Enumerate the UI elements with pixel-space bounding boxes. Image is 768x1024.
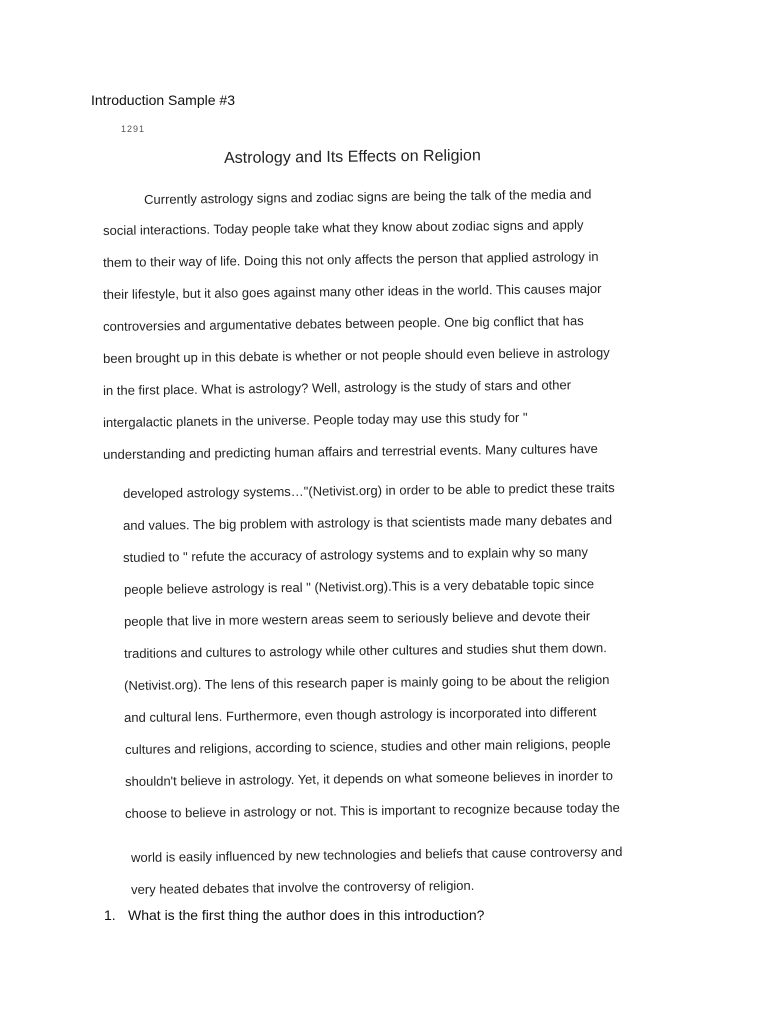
essay-line: understanding and predicting human affairs and terrestrial events. Many cultures have bbox=[103, 440, 598, 462]
essay-line: intergalactic planets in the universe. People today may use this study for " bbox=[103, 409, 528, 430]
question-text: What is the first thing the author does in this introduction? bbox=[128, 907, 485, 923]
essay-line: studied to " refute the accuracy of astrology systems and to explain why so many bbox=[123, 544, 589, 565]
essay-line: developed astrology systems…"(Netivist.org) in order to be able to predict these traits bbox=[123, 479, 615, 501]
essay-line: been brought up in this debate is whether or not people should even believe in astrology bbox=[103, 344, 610, 366]
essay-line: Currently astrology signs and zodiac signs are being the talk of the media and bbox=[144, 186, 592, 207]
essay-line: traditions and cultures to astrology while other cultures and studies shut them down. bbox=[124, 640, 607, 661]
essay-line: cultures and religions, according to science, studies and other main religions, people bbox=[125, 736, 611, 757]
essay-line: them to their way of life. Doing this not only affects the person that applied astrology in bbox=[103, 248, 599, 270]
essay-line: social interactions. Today people take what they know about zodiac signs and apply bbox=[103, 217, 584, 238]
essay-line: world is easily influenced by new technologies and beliefs that cause controversy and bbox=[131, 843, 623, 865]
essay-line: (Netivist.org). The lens of this research paper is mainly going to be about the religion bbox=[124, 672, 610, 693]
essay-line: in the first place. What is astrology? Well, astrology is the study of stars and other bbox=[103, 377, 572, 398]
essay-line: people that live in more western areas seem to seriously believe and devote their bbox=[124, 608, 591, 629]
essay-line: controversies and argumentative debates between people. One big conflict that has bbox=[103, 313, 584, 334]
question-item bbox=[104, 907, 484, 923]
page-number: 1291 bbox=[121, 124, 146, 132]
scanned-essay bbox=[100, 147, 660, 900]
essay-line: very heated debates that involve the controversy of religion. bbox=[131, 877, 475, 897]
essay-line: and values. The big problem with astrology is that scientists made many debates and bbox=[123, 512, 613, 533]
essay-line: choose to believe in astrology or not. This is important to recognize because today the bbox=[125, 799, 620, 821]
page-label: Introduction Sample #3 bbox=[91, 92, 235, 108]
essay-line: and cultural lens. Furthermore, even though astrology is incorporated into different bbox=[124, 704, 597, 725]
essay-line: shouldn't believe in astrology. Yet, it depends on what someone believes in inorder to bbox=[125, 768, 614, 789]
essay-title: Astrology and Its Effects on Religion bbox=[224, 147, 481, 167]
essay-line: their lifestyle, but it also goes against many other ideas in the world. This causes major bbox=[103, 280, 602, 302]
question-number: 1. bbox=[104, 907, 116, 923]
essay-line: people believe astrology is real " (Netivist.org).This is a very debatable topic since bbox=[124, 576, 595, 597]
